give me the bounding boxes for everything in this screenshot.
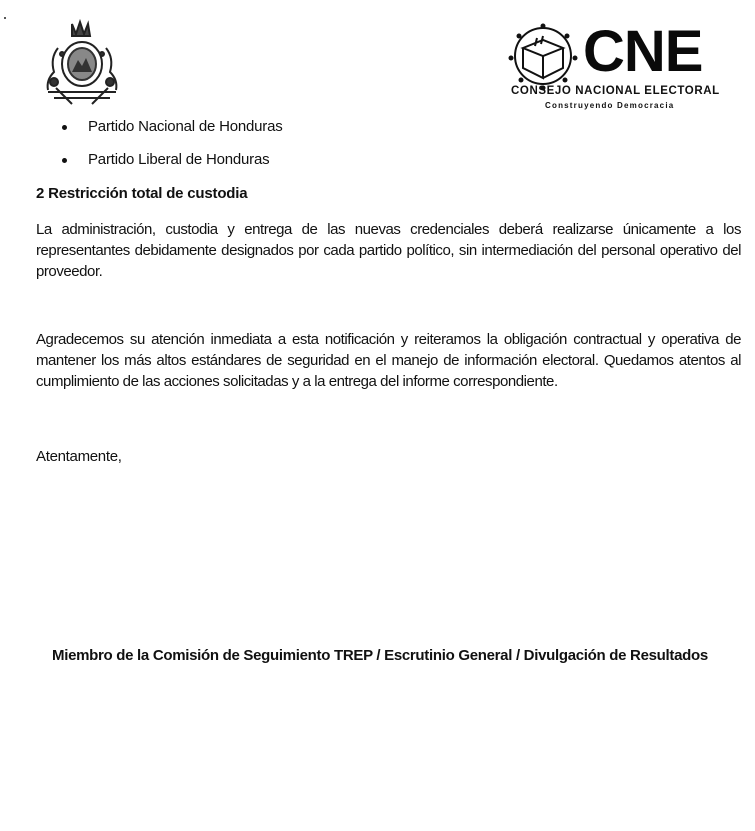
party-name: Partido Liberal de Honduras: [88, 151, 270, 168]
party-list: [62, 117, 283, 183]
cne-full-name: CONSEJO NACIONAL ELECTORAL: [511, 85, 720, 97]
party-name: Partido Nacional de Honduras: [88, 118, 283, 135]
ballot-box-icon: [505, 22, 580, 90]
bullet-icon: [62, 125, 67, 130]
cne-acronym: CNE: [583, 19, 703, 84]
honduras-coat-of-arms-icon: [36, 18, 128, 110]
cne-tagline: Construyendo Democracia: [545, 101, 675, 110]
list-item: [62, 117, 283, 150]
custody-paragraph: La administración, custodia y entrega de las nuevas credenciales deberá realizarse únicamente a los representantes debidamente designados por cada partido político, sin intermediación del personal operativo del proveedor.: [36, 221, 741, 280]
signature-line: Miembro de la Comisión de Seguimiento TREP / Escrutinio General / Divulgación de Resultados: [52, 647, 708, 664]
section-heading: 2 Restricción total de custodia: [36, 185, 248, 202]
scan-artifact: [4, 17, 6, 19]
closing-salutation: Atentamente,: [36, 448, 122, 465]
list-item: [62, 150, 283, 183]
cne-logo: [505, 19, 740, 117]
bullet-icon: [62, 158, 67, 163]
closing-paragraph: Agradecemos su atención inmediata a esta notificación y reiteramos la obligación contractual y operativa de mantener los más altos estándares de seguridad en el manejo de información electoral. Quedamos atentos al cumplimiento de las acciones solicitadas y a la entrega del informe correspondiente.: [36, 331, 741, 390]
